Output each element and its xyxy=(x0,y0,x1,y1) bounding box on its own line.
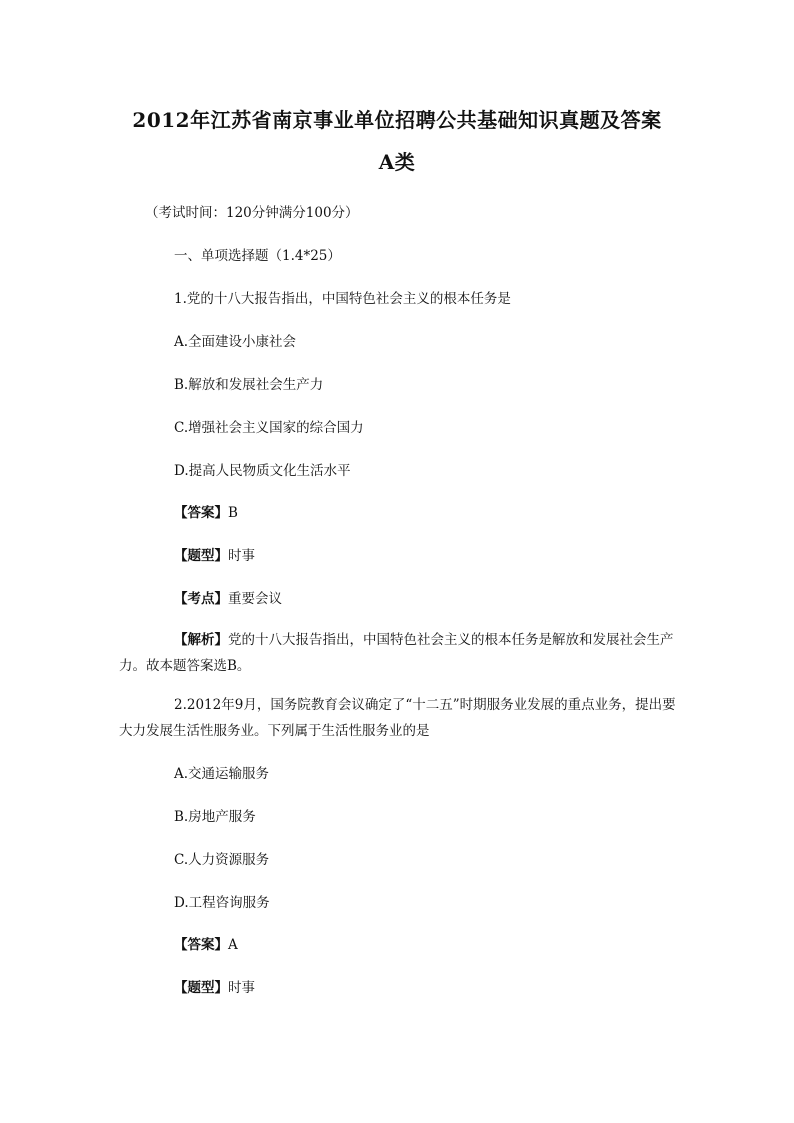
type-value: 时事 xyxy=(228,980,255,996)
question-1-type xyxy=(174,545,255,567)
question-1-analysis xyxy=(119,627,679,679)
type-label: 【题型】 xyxy=(174,980,228,996)
analysis-label: 【解析】 xyxy=(174,632,228,648)
document-title-line1: 2012年江苏省南京事业单位招聘公共基础知识真题及答案 xyxy=(132,108,662,132)
question-2-option-a: A.交通运输服务 xyxy=(174,766,270,782)
answer-value: B xyxy=(228,505,238,521)
question-1-option-a: A.全面建设小康社会 xyxy=(174,334,297,350)
question-1-answer xyxy=(174,502,238,524)
document-title-line2: A类 xyxy=(378,150,416,174)
type-label: 【题型】 xyxy=(174,548,228,564)
question-1-option-d: D.提高人民物质文化生活水平 xyxy=(174,463,351,479)
question-2-option-c: C.人力资源服务 xyxy=(174,852,270,868)
question-1-point xyxy=(174,588,282,610)
answer-label: 【答案】 xyxy=(174,937,228,953)
question-2-option-d: D.工程咨询服务 xyxy=(174,895,270,911)
type-value: 时事 xyxy=(228,548,255,564)
question-1-option-b: B.解放和发展社会生产力 xyxy=(174,377,324,393)
answer-label: 【答案】 xyxy=(174,505,228,521)
answer-value: A xyxy=(228,937,238,953)
question-2-answer xyxy=(174,934,238,956)
question-1-stem: 1.党的十八大报告指出，中国特色社会主义的根本任务是 xyxy=(174,291,511,307)
point-label: 【考点】 xyxy=(174,591,228,607)
exam-info: （考试时间：120分钟满分100分） xyxy=(145,205,359,221)
question-2-type xyxy=(174,977,255,999)
analysis-text: 党的十八大报告指出，中国特色社会主义的根本任务是解放和发展社会生产力。故本题答案选B。 xyxy=(119,632,674,674)
point-value: 重要会议 xyxy=(228,591,282,607)
question-1-option-c: C.增强社会主义国家的综合国力 xyxy=(174,420,364,436)
question-2-stem: 2.2012年9月，国务院教育会议确定了“十二五”时期服务业发展的重点业务，提出要大力发展生活性服务业。下列属于生活性服务业的是 xyxy=(119,697,676,739)
section-heading: 一、单项选择题（1.4*25） xyxy=(174,248,341,264)
question-2-option-b: B.房地产服务 xyxy=(174,809,256,825)
